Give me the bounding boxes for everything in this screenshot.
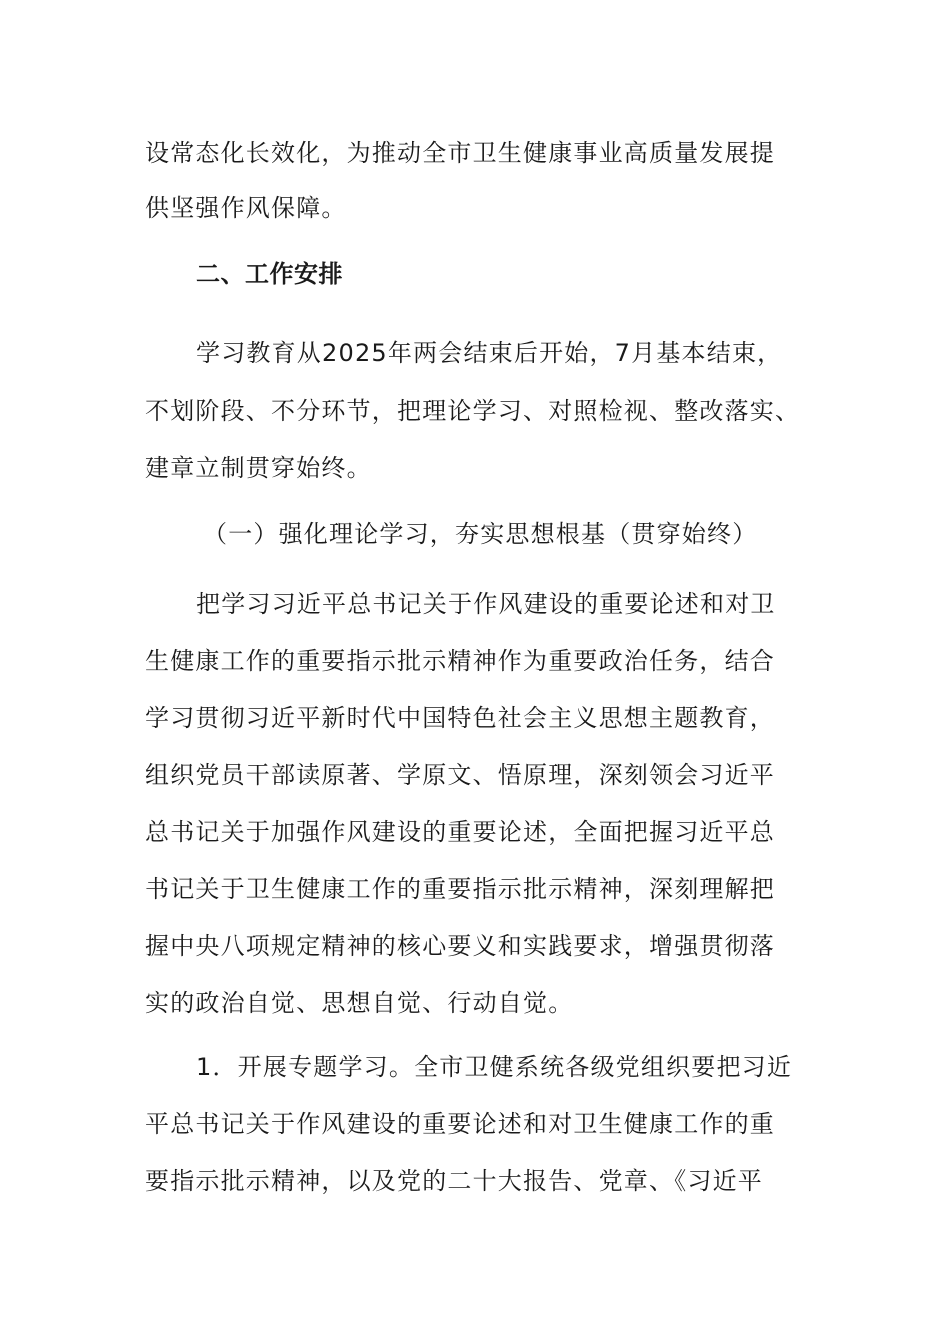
- schedule-line-3: 建章立制贯穿始终。: [145, 454, 372, 482]
- theory-line-1: 把学习习近平总书记关于作风建设的重要论述和对卫: [196, 590, 776, 618]
- subsection-heading: （一）强化理论学习，夯实思想根基（贯穿始终）: [203, 520, 758, 548]
- item1-line-3: 要指示批示精神，以及党的二十大报告、党章、《习近平: [145, 1167, 763, 1195]
- theory-line-4: 组织党员干部读原著、学原文、悟原理，深刻领会习近平: [145, 761, 775, 789]
- schedule-line-2: 不划阶段、不分环节，把理论学习、对照检视、整改落实、: [145, 397, 801, 425]
- schedule-line-1: 学习教育从2025年两会结束后开始，7月基本结束，: [196, 339, 783, 367]
- item1-line-1: 1．开展专题学习。全市卫健系统各级党组织要把习近: [196, 1053, 793, 1081]
- theory-line-5: 总书记关于加强作风建设的重要论述，全面把握习近平总: [145, 818, 775, 846]
- section-heading: 二、工作安排: [196, 260, 343, 288]
- intro-line-2: 供坚强作风保障。: [145, 194, 347, 222]
- intro-line-1: 设常态化长效化，为推动全市卫生健康事业高质量发展提: [145, 139, 775, 167]
- theory-line-7: 握中央八项规定精神的核心要义和实践要求，增强贯彻落: [145, 932, 775, 960]
- theory-line-3: 学习贯彻习近平新时代中国特色社会主义思想主题教育，: [145, 704, 775, 732]
- theory-line-6: 书记关于卫生健康工作的重要指示批示精神，深刻理解把: [145, 875, 775, 903]
- theory-line-2: 生健康工作的重要指示批示精神作为重要政治任务，结合: [145, 647, 775, 675]
- item1-line-2: 平总书记关于作风建设的重要论述和对卫生健康工作的重: [145, 1110, 775, 1138]
- theory-line-8: 实的政治自觉、思想自觉、行动自觉。: [145, 989, 574, 1017]
